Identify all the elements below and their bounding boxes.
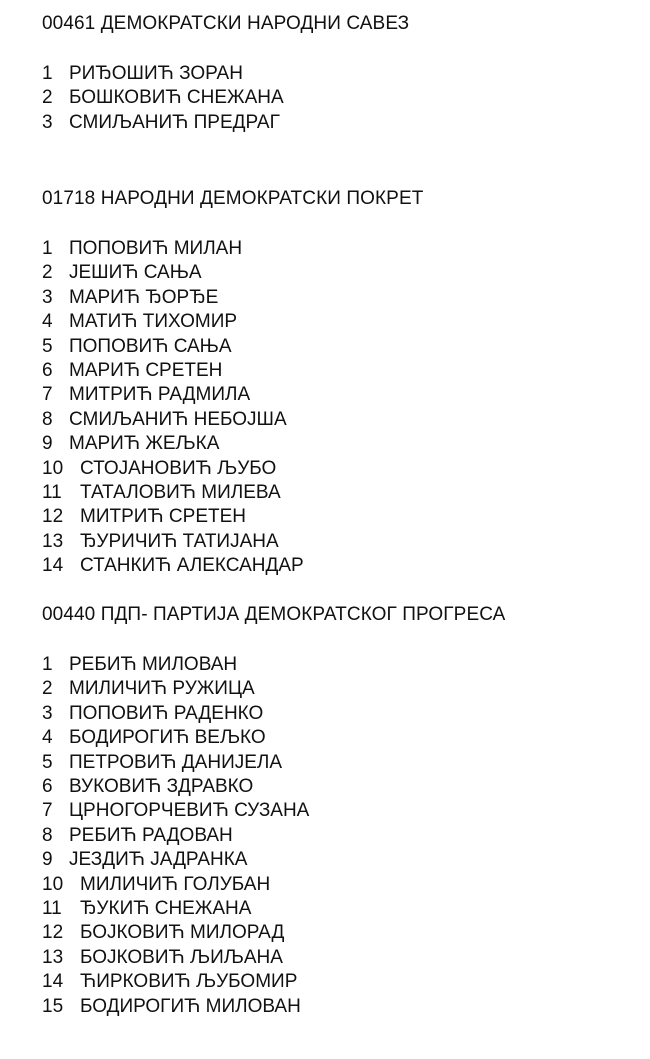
candidate-item xyxy=(42,505,642,529)
candidate-item xyxy=(42,677,642,701)
candidate-name: СМИЉАНИЋ НЕБОЈША xyxy=(69,408,287,430)
candidate-name: БОДИРОГИЋ МИЛОВАН xyxy=(80,995,301,1017)
party-title: 01718 НАРОДНИ ДЕМОКРАТСКИ ПОКРЕТ xyxy=(42,188,424,209)
candidate-number: 11 xyxy=(42,482,62,504)
candidate-item xyxy=(42,995,642,1019)
candidate-item xyxy=(42,848,642,872)
candidate-number: 12 xyxy=(42,506,64,528)
candidate-list xyxy=(42,653,642,1019)
candidate-name: ПЕТРОВИЋ ДАНИЈЕЛА xyxy=(69,751,283,773)
candidate-number: 6 xyxy=(42,776,53,798)
candidate-number: 7 xyxy=(42,384,53,406)
candidate-item xyxy=(42,873,642,897)
candidate-number: 10 xyxy=(42,873,64,895)
party-section-pdp xyxy=(42,603,642,1019)
candidate-number: 1 xyxy=(42,63,53,84)
candidate-number: 9 xyxy=(42,433,53,455)
candidate-number: 6 xyxy=(42,360,53,382)
candidate-name: СМИЉАНИЋ ПРЕДРАГ xyxy=(69,111,280,133)
candidate-name: МАТИЋ ТИХОМИР xyxy=(69,311,238,333)
candidate-name: МАРИЋ СРЕТЕН xyxy=(69,360,223,382)
candidate-item xyxy=(42,970,642,994)
candidate-number: 4 xyxy=(42,311,53,333)
candidate-name: ТАТАЛОВИЋ МИЛЕВА xyxy=(80,482,281,504)
candidate-name: МИЛИЧИЋ ГОЛУБАН xyxy=(80,873,271,895)
candidate-item xyxy=(42,408,642,432)
candidate-number: 9 xyxy=(42,849,53,871)
candidate-item xyxy=(42,457,642,481)
candidate-name: ВУКОВИЋ ЗДРАВКО xyxy=(69,776,254,798)
candidate-number: 15 xyxy=(42,995,64,1017)
candidate-number: 3 xyxy=(42,702,53,724)
candidate-item xyxy=(42,481,642,505)
candidate-item xyxy=(42,335,642,359)
party-section-dns xyxy=(42,12,642,135)
candidate-number: 1 xyxy=(42,654,53,675)
candidate-item xyxy=(42,824,642,848)
candidate-item xyxy=(42,775,642,799)
candidate-number: 2 xyxy=(42,678,53,700)
candidate-item xyxy=(42,921,642,945)
candidate-name: СТАНКИЋ АЛЕКСАНДАР xyxy=(80,555,304,577)
candidate-name: СТОЈАНОВИЋ ЉУБО xyxy=(80,457,277,479)
candidate-item xyxy=(42,237,642,261)
candidate-item xyxy=(42,726,642,750)
candidate-name: ПОПОВИЋ МИЛАН xyxy=(69,238,243,259)
candidate-number: 11 xyxy=(42,898,62,920)
candidate-number: 5 xyxy=(42,335,53,357)
candidate-name: МИЛИЧИЋ РУЖИЦА xyxy=(69,678,255,700)
candidate-number: 10 xyxy=(42,457,64,479)
candidate-item xyxy=(42,86,642,110)
candidate-name: БОЈКОВИЋ ЉИЉАНА xyxy=(80,946,283,968)
candidate-number: 14 xyxy=(42,555,64,577)
candidate-number: 14 xyxy=(42,971,64,993)
candidate-item xyxy=(42,530,642,554)
candidate-item xyxy=(42,702,642,726)
candidate-name: РИЂОШИЋ ЗОРАН xyxy=(69,63,243,84)
candidate-item xyxy=(42,310,642,334)
candidate-item xyxy=(42,359,642,383)
candidate-item xyxy=(42,383,642,407)
candidate-item xyxy=(42,946,642,970)
candidate-number: 8 xyxy=(42,824,53,846)
candidate-number: 1 xyxy=(42,238,53,259)
candidate-number: 5 xyxy=(42,751,53,773)
candidate-item xyxy=(42,799,642,823)
candidate-name: МИТРИЋ РАДМИЛА xyxy=(69,384,251,406)
party-title: 00461 ДЕМОКРАТСКИ НАРОДНИ САВЕЗ xyxy=(42,13,410,34)
candidate-name: МАРИЋ ЖЕЉКА xyxy=(69,433,220,455)
candidate-name: РЕБИЋ МИЛОВАН xyxy=(69,654,238,675)
candidate-name: ЦРНОГОРЧЕВИЋ СУЗАНА xyxy=(69,800,310,822)
candidate-item xyxy=(42,897,642,921)
candidate-name: ПОПОВИЋ РАДЕНКО xyxy=(69,702,264,724)
candidate-list xyxy=(42,62,642,135)
candidate-number: 4 xyxy=(42,727,53,749)
candidate-name: ПОПОВИЋ САЊА xyxy=(69,335,232,357)
party-title: 00440 ПДП- ПАРТИЈА ДЕМОКРАТСКОГ ПРОГРЕСА xyxy=(42,604,506,625)
candidate-number: 2 xyxy=(42,262,53,284)
candidate-name: МИТРИЋ СРЕТЕН xyxy=(80,506,246,528)
candidate-item xyxy=(42,432,642,456)
candidate-item xyxy=(42,751,642,775)
candidate-name: РЕБИЋ РАДОВАН xyxy=(69,824,233,846)
candidate-number: 13 xyxy=(42,530,64,552)
candidate-name: МАРИЋ ЂОРЂЕ xyxy=(69,286,219,308)
candidate-number: 7 xyxy=(42,800,53,822)
candidate-item xyxy=(42,261,642,285)
candidate-number: 13 xyxy=(42,946,64,968)
candidate-item xyxy=(42,653,642,677)
candidate-name: ЈЕШИЋ САЊА xyxy=(69,262,202,284)
candidate-number: 12 xyxy=(42,922,64,944)
candidate-list xyxy=(42,237,642,579)
candidate-number: 3 xyxy=(42,286,53,308)
candidate-item xyxy=(42,111,642,135)
candidate-item xyxy=(42,286,642,310)
party-section-ndp xyxy=(42,187,642,579)
candidate-number: 3 xyxy=(42,111,53,133)
candidate-name: ЈЕЗДИЋ ЈАДРАНКА xyxy=(69,849,248,871)
candidate-name: БОЈКОВИЋ МИЛОРАД xyxy=(80,922,285,944)
candidate-item xyxy=(42,554,642,578)
candidate-name: БОДИРОГИЋ ВЕЉКО xyxy=(69,727,266,749)
candidate-name: ЋИРКОВИЋ ЉУБОМИР xyxy=(80,971,298,993)
candidate-number: 8 xyxy=(42,408,53,430)
candidate-name: ЂУКИЋ СНЕЖАНА xyxy=(80,898,252,920)
candidate-item xyxy=(42,62,642,86)
candidate-number: 2 xyxy=(42,87,53,109)
candidate-name: БОШКОВИЋ СНЕЖАНА xyxy=(69,87,284,109)
candidate-name: ЂУРИЧИЋ ТАТИЈАНА xyxy=(80,530,279,552)
